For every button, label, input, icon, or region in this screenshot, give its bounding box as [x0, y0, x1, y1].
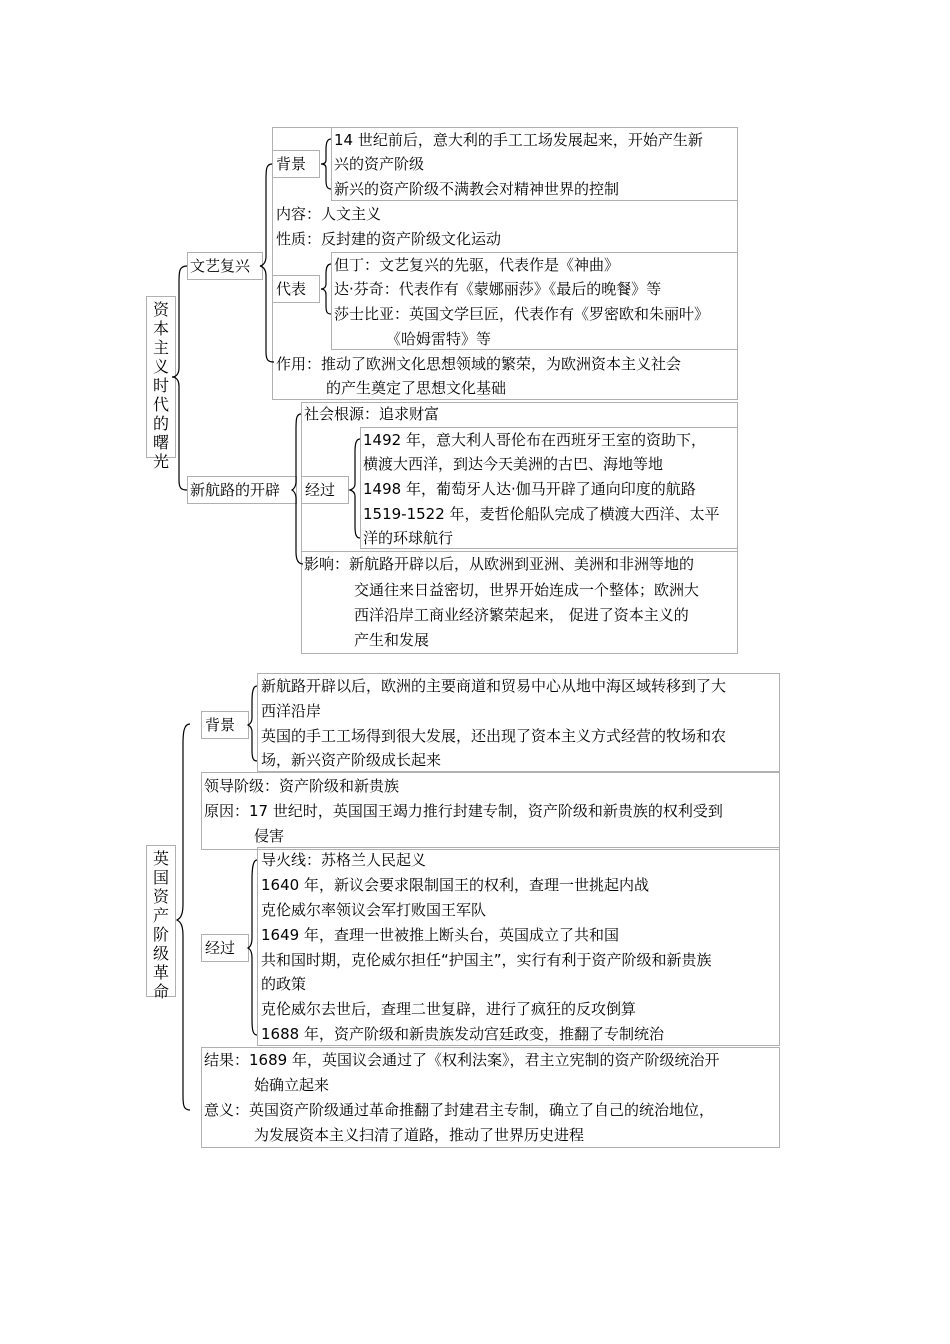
brace-root2	[177, 724, 190, 1110]
ren-bg-line2: 兴的资产阶级	[334, 155, 425, 173]
routes-process-line4: 1519-1522 年，麦哲伦船队完成了横渡大西洋、太平	[363, 505, 720, 523]
ren-rep-label: 代表	[276, 280, 307, 298]
eng-process-line3: 克伦威尔率领议会军打败国王军队	[261, 901, 487, 919]
routes-impact-line4: 产生和发展	[354, 631, 430, 649]
ren-bg-label: 背景	[276, 155, 307, 173]
eng-process-line8: 1688 年，资产阶级和新贵族发动宫廷政变，推翻了专制统治	[261, 1025, 664, 1043]
eng-bg-line3: 英国的手工工场得到很大发展，还出现了资本主义方式经营的牧场和农	[261, 727, 727, 745]
ren-nature: 性质：反封建的资产阶级文化运动	[276, 230, 502, 248]
brace-eng-process	[248, 860, 257, 1035]
ren-content: 内容：人文主义	[276, 205, 382, 223]
ren-bg-line3: 新兴的资产阶级不满教会对精神世界的控制	[334, 180, 620, 198]
ren-bg-line1: 14 世纪前后，意大利的手工工场发展起来，开始产生新	[334, 131, 703, 149]
eng-process-line6: 的政策	[261, 975, 307, 993]
ren-rep-line3: 莎士比亚：英国文学巨匠，代表作有《罗密欧和朱丽叶》	[334, 305, 710, 323]
eng-process-line5: 共和国时期，克伦威尔担任“护国主”，实行有利于资产阶级和新贵族	[261, 951, 712, 969]
eng-result-line2: 始确立起来	[254, 1076, 330, 1094]
ren-rep-line4: 《哈姆雷特》等	[386, 330, 492, 348]
root2-title: 英国资产阶级革命	[152, 849, 169, 1001]
routes-process-line3: 1498 年，葡萄牙人达·伽马开辟了通向印度的航路	[363, 480, 696, 498]
eng-process-line7: 克伦威尔去世后，查理二世复辟，进行了疯狂的反攻倒算	[261, 1000, 637, 1018]
brace-eng-bg	[248, 686, 257, 761]
eng-bg-label: 背景	[205, 716, 236, 734]
eng-result-line1: 结果：1689 年，英国议会通过了《权利法案》，君主立宪制的资产阶级统治开	[204, 1051, 720, 1069]
ren-rep-line1: 但丁：文艺复兴的先驱，代表作是《神曲》	[334, 256, 620, 274]
routes-impact-line2: 交通往来日益密切，世界开始连成一个整体；欧洲大	[354, 581, 700, 599]
ren-effect-line1: 作用：推动了欧洲文化思想领域的繁荣，为欧洲资本主义社会	[276, 355, 682, 373]
ren-rep-line2: 达·芬奇：代表作有《蒙娜丽莎》《最后的晚餐》等	[334, 280, 662, 298]
eng-cause-line1: 原因：17 世纪时，英国国王竭力推行封建专制，资产阶级和新贵族的权利受到	[204, 802, 723, 820]
eng-process-line1: 导火线：苏格兰人民起义	[261, 851, 427, 869]
eng-meaning-line2: 为发展资本主义扫清了道路，推动了世界历史进程	[254, 1126, 585, 1144]
eng-bg-line1: 新航路开辟以后，欧洲的主要商道和贸易中心从地中海区域转移到了大	[261, 677, 727, 695]
eng-bg-line4: 场，新兴资产阶级成长起来	[261, 751, 442, 769]
routes-process-label: 经过	[305, 481, 336, 499]
eng-process-line2: 1640 年，新议会要求限制国王的权利，查理一世挑起内战	[261, 876, 649, 894]
eng-process-label: 经过	[205, 939, 236, 957]
ren-effect-line2: 的产生奠定了思想文化基础	[326, 379, 507, 397]
routes-process-line1: 1492 年，意大利人哥伦布在西班牙王室的资助下，	[363, 431, 706, 449]
root1-title: 资本主义时代的曙光	[152, 300, 169, 471]
routes-root-cause: 社会根源：追求财富	[304, 405, 440, 423]
routes-impact-line1: 影响：新航路开辟以后，从欧洲到亚洲、美洲和非洲等地的	[304, 555, 695, 573]
routes-label: 新航路的开辟	[190, 481, 281, 499]
eng-leaders: 领导阶级：资产阶级和新贵族	[204, 777, 400, 795]
routes-process-line2: 横渡大西洋，到达今天美洲的古巴、海地等地	[363, 455, 664, 473]
routes-process-line5: 洋的环球航行	[363, 529, 454, 547]
eng-meaning-line1: 意义：英国资产阶级通过革命推翻了封建君主专制，确立了自己的统治地位，	[204, 1101, 715, 1119]
eng-bg-line2: 西洋沿岸	[261, 702, 322, 720]
eng-cause-line2: 侵害	[254, 827, 285, 845]
eng-process-line4: 1649 年，查理一世被推上断头台，英国成立了共和国	[261, 926, 619, 944]
routes-impact-line3: 西洋沿岸工商业经济繁荣起来， 促进了资本主义的	[354, 606, 689, 624]
renaissance-label: 文艺复兴	[190, 257, 251, 275]
